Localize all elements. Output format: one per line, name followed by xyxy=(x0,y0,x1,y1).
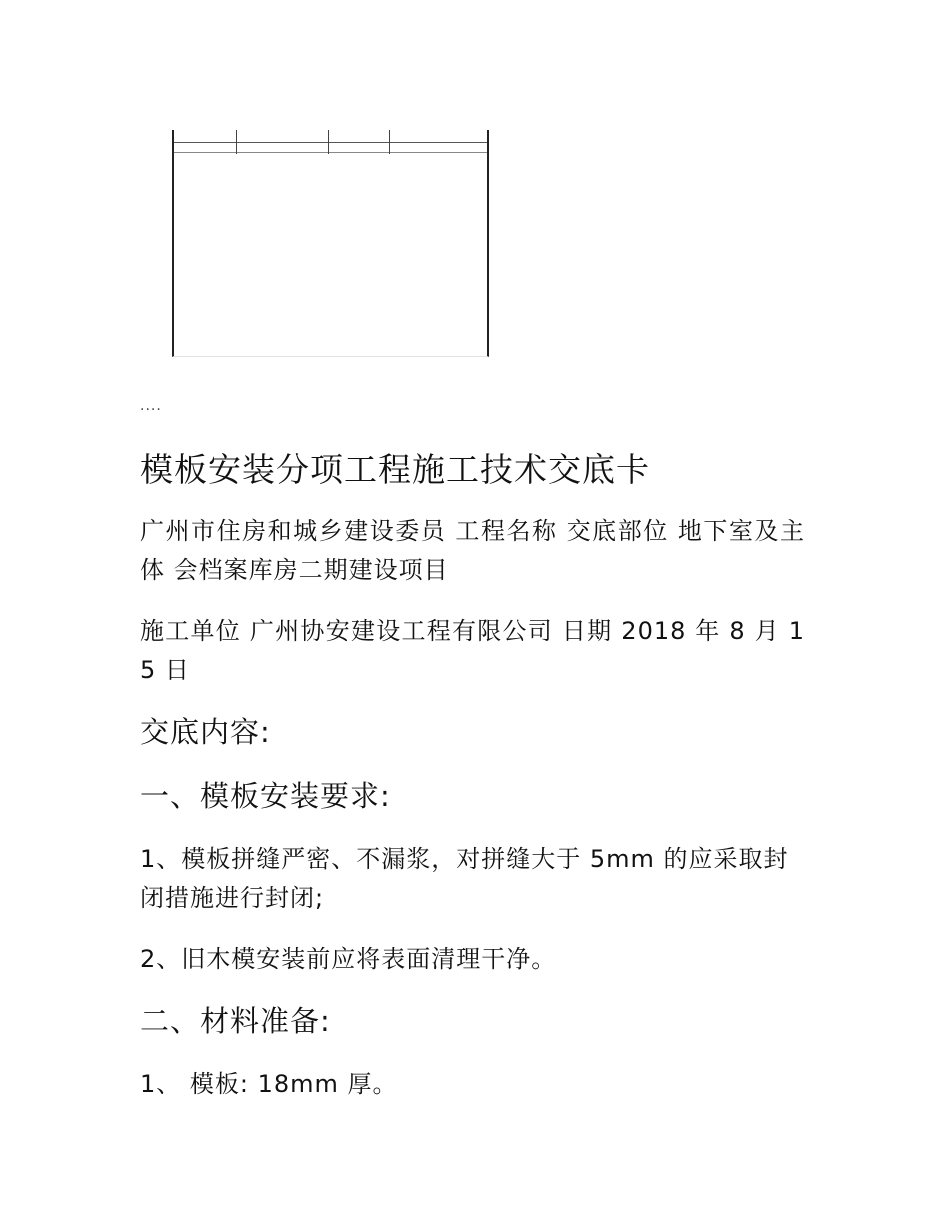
project-info-line: 广州市住房和城乡建设委员 工程名称 交底部位 地下室及主体 会档案库房二期建设项目 xyxy=(140,517,805,584)
table-rule-top xyxy=(174,142,487,143)
page-break-ellipsis: .... xyxy=(140,398,162,414)
list-item: 1、模板拼缝严密、不漏浆，对拼缝大于 5mm 的应采取封闭措施进行封闭; xyxy=(140,845,789,912)
contractor-date-line: 施工单位 广州协安建设工程有限公司 日期 2018 年 8 月 15 日 xyxy=(140,617,805,684)
table-column-divider xyxy=(328,130,329,154)
list-item: 2、旧木模安装前应将表面清理干净。 xyxy=(140,945,557,973)
empty-form-table xyxy=(172,130,489,357)
section-heading-formwork-requirements: 一、模板安装要求: xyxy=(140,779,391,813)
section-heading-material-preparation: 二、材料准备: xyxy=(140,1004,331,1038)
document-body xyxy=(140,448,805,1126)
list-item: 1、 模板: 18mm 厚。 xyxy=(140,1070,398,1098)
table-rule-second xyxy=(174,152,487,153)
table-column-divider xyxy=(389,130,390,154)
content-label: 交底内容: xyxy=(140,715,271,749)
table-column-divider xyxy=(236,130,237,154)
document-title: 模板安装分项工程施工技术交底卡 xyxy=(140,450,650,489)
